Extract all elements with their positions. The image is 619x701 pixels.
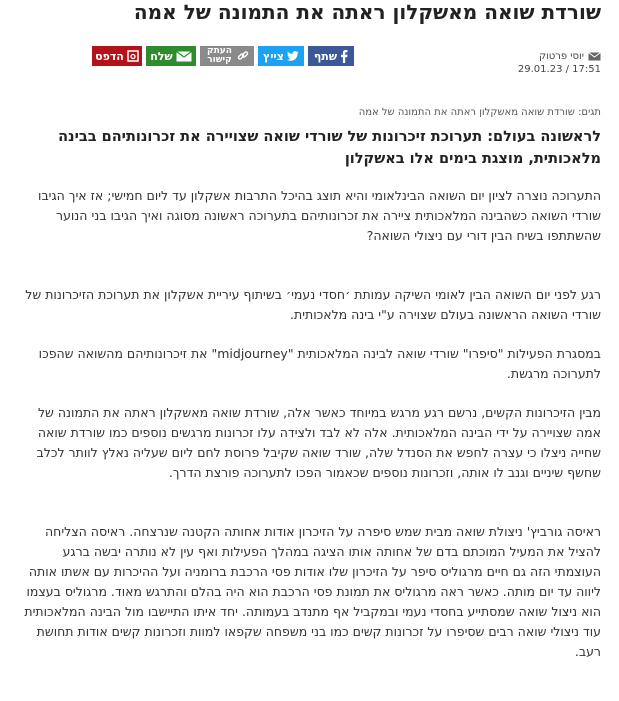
tags-row <box>359 107 601 118</box>
mail-button[interactable] <box>146 46 196 66</box>
article-paragraph: רגע לפני יום השואה הבין לאומי השיקה עמותת ׳חסדי נעמי׳ בשיתוף עיריית אשקלון את תערוכת הזיכרונות של שורדי השואה הראשונה בעולם שצוירה ע"י בינה מלאכותית. <box>25 287 601 322</box>
copy-link-label: העתק קישור <box>207 46 232 65</box>
mail-label: שלח <box>150 49 173 63</box>
copy-link-button[interactable] <box>200 46 254 66</box>
facebook-label: שתף <box>313 49 338 63</box>
envelope-icon[interactable] <box>588 52 601 61</box>
article-title: שורדת שואה מאשקלון ראתה את התמונה של אמה <box>133 0 601 24</box>
facebook-button[interactable] <box>308 46 354 66</box>
mail-icon <box>176 51 192 62</box>
tags-label: תגים: <box>578 107 601 118</box>
twitter-button[interactable] <box>258 46 304 66</box>
share-toolbar <box>92 46 354 66</box>
article-subtitle: לראשונה בעולם: תערוכת זיכרונות של שורדי שואה שצויירה את זכרונותיהם בבינה מלאכותית, מוצגת בימים אלו באשקלון <box>58 129 601 167</box>
article-byline <box>511 50 601 75</box>
facebook-icon <box>340 50 348 63</box>
print-label: הדפס <box>95 49 124 63</box>
publish-date: 17:51 / 29.01.23 <box>517 64 601 75</box>
tag-link[interactable]: שורדת שואה מאשקלון ראתה את התמונה של אמה <box>358 107 575 118</box>
author-row <box>511 50 601 62</box>
article-paragraph: התערוכה נוצרה לציון יום השואה הבינלאומי והיא תוצג בהיכל התרבות אשקלון עד ליום חמישי; אז איך הגיבו שורדי השואה כשהבינה המלאכותית ציירה את זכרונותיהם בתערוכה ראשונה מסוגה ואיך הגיבו בני הנוער שהשתתפו בשיח הבין דורי עם ניצולי השואה? <box>38 188 601 243</box>
article-paragraph: מבין הזיכרונות הקשים, נרשם רגע מרגש במיוחד כאשר אלה, שורדת שואה מאשקלון ראתה את התמונה של אמה שצויירה על ידי הבינה המלאכותית. אלה לא לבד ולצידה עלו זכרונות מרגשים נוספים כמו שורדת שואה שחייה ניצלו כי עצרה לחפש את הסנדל שלה, שורד שואה שקיבל פרוסת לחם ליום שעליה נאלץ לוותר לכלב שחשף שיניים וגנב לו אותה, וזכרונות נוספים שכאמור הפכו לתערוכה פורצת הדרך. <box>36 405 601 480</box>
twitter-label: צייץ <box>263 49 284 63</box>
print-icon <box>127 50 139 62</box>
print-button[interactable] <box>92 46 142 66</box>
twitter-icon <box>287 51 299 61</box>
article-paragraph: ראיסה גורביץ' ניצולת שואה מבית שמש סיפרה על הזיכרון אודות אחותה הקטנה שנרצחה. ראיסה הצליחה להציל את המעיל המוכתם בדם של אחותה אותו הציגה במהלך הפעילות ואף עין לא נותרה יבשה ברגע העוצמתי הזה גם חיים מרגוליס סיפר על הזיכרון שלו אודות פסי הרכבת ברומניה ועל ההיכרות עם אשתו אותה ליווה עד יום מותה. כאשר ראה מרגוליס את תמונת פסי הרכבת הוא היה בהלם והתרגש מאוד. מרגוליס בעצמו הוא ניצול שואה שמסתייע בחסדי נעמי ובמקביל אף מתנדב בעמותה. יחד איתו התיישבו מול הבינה המלאכותית עוד ניצולי שואה רבים שסיפרו על זכרונות קשים כמו בני משפחה שקפאו למוות וזכרונות קשים אודות תחושת רעב. <box>24 524 601 659</box>
author-name[interactable]: יוסי פרטוק <box>538 50 584 62</box>
link-icon <box>237 50 249 62</box>
article-paragraph: במסגרת הפעילות "סיפרו" שורדי שואה לבינה המלאכותית "midjourney" את זיכרונותיהם מהשואה שהפכו לתערוכה מרגשת. <box>38 346 601 381</box>
